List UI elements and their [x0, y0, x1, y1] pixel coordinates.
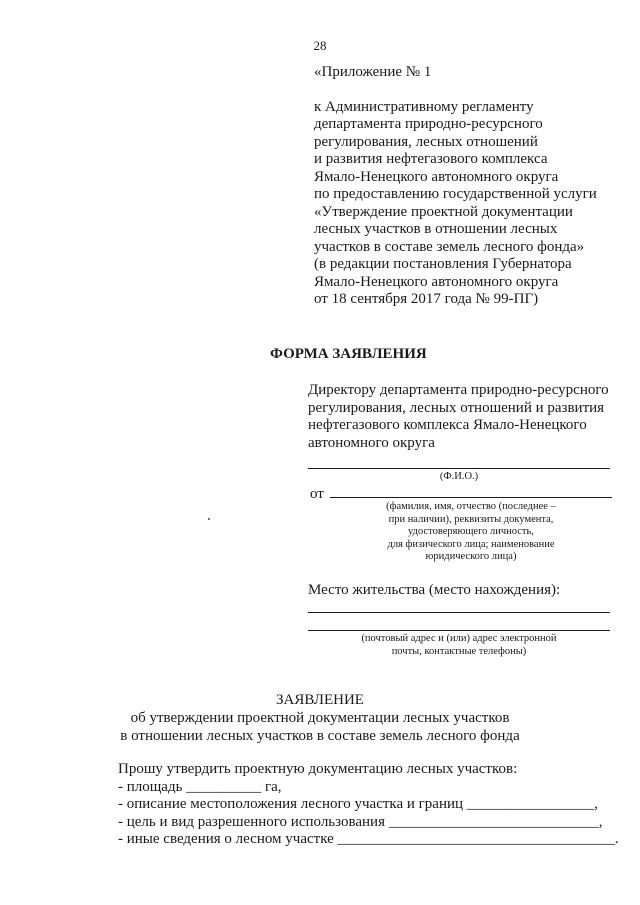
statement-subtitle-line: в отношении лесных участков в составе земель лесного фонда: [120, 727, 520, 744]
addressee-line: регулирования, лесных отношений и развития: [308, 399, 605, 416]
fio-caption: (Ф.И.О.): [439, 471, 479, 482]
residence-line-2: [308, 630, 610, 631]
from-caption-line: удостоверяющего личность,: [408, 526, 534, 537]
appendix-line: лесных участков в отношении лесных: [314, 221, 558, 237]
residence-label: Место жительства (место нахождения):: [308, 582, 561, 598]
appendix-line: Ямало-Ненецкого автономного округа: [314, 168, 559, 185]
appendix-line: Ямало-Ненецкого автономного округа: [314, 273, 559, 290]
from-caption-line: для физического лица; наименование: [387, 538, 555, 550]
appendix-line: и развития нефтегазового комплекса: [314, 151, 548, 167]
scan-dot: [208, 518, 210, 520]
addressee-line: Директору департамента природно-ресурсного: [308, 382, 609, 398]
request-item: - иные сведения о лесном участке _____________________________________.: [118, 831, 619, 847]
appendix-line: участков в составе земель лесного фонда»: [314, 238, 585, 255]
from-line: [330, 497, 612, 498]
contact-caption-line: почты, контактные телефоны): [391, 645, 527, 657]
appendix-line: «Утверждение проектной документации: [314, 203, 573, 220]
contact-caption: [308, 633, 610, 658]
residence-line-1: [308, 612, 610, 613]
appendix-line: департамента природно-ресурсного: [314, 116, 543, 132]
form-title: ФОРМА ЗАЯВЛЕНИЯ: [270, 346, 427, 362]
request-item: - цель и вид разрешенного использования ____________________________,: [118, 813, 603, 830]
appendix-line: к Административному регламенту: [314, 98, 534, 115]
request-item: - площадь __________ га,: [118, 778, 282, 795]
from-caption-line: при наличии), реквизиты документа,: [388, 513, 554, 525]
request-intro: Прошу утвердить проектную документацию лесных участков:: [118, 761, 518, 777]
fio-line: [308, 468, 610, 469]
appendix-line: (в редакции постановления Губернатора: [314, 256, 572, 272]
appendix-title: «Приложение № 1: [314, 64, 432, 80]
statement-title: ЗАЯВЛЕНИЕ: [276, 692, 364, 708]
request-item: - описание местоположения лесного участка и границ _________________,: [118, 796, 599, 812]
contact-caption-line: (почтовый адрес и (или) адрес электронной: [361, 633, 557, 644]
appendix-line: по предоставлению государственной услуги: [314, 186, 597, 202]
appendix-line: от 18 сентября 2017 года № 99-ПГ): [314, 291, 539, 307]
addressee-line: автономного округа: [308, 434, 435, 451]
page-number: 28: [313, 38, 327, 53]
appendix-line: регулирования, лесных отношений: [314, 133, 538, 150]
addressee-block: [308, 382, 609, 452]
from-caption-line: юридического лица): [425, 551, 517, 562]
addressee-line: нефтегазового комплекса Ямало-Ненецкого: [308, 417, 587, 433]
statement-subtitle-line: об утверждении проектной документации лесных участков: [130, 710, 510, 726]
from-caption: [330, 501, 612, 564]
appendix-block: [314, 64, 597, 309]
from-label: от: [310, 486, 324, 502]
statement-subtitle: [0, 710, 640, 745]
request-block: [118, 761, 619, 849]
from-caption-line: (фамилия, имя, отчество (последнее –: [386, 501, 556, 512]
